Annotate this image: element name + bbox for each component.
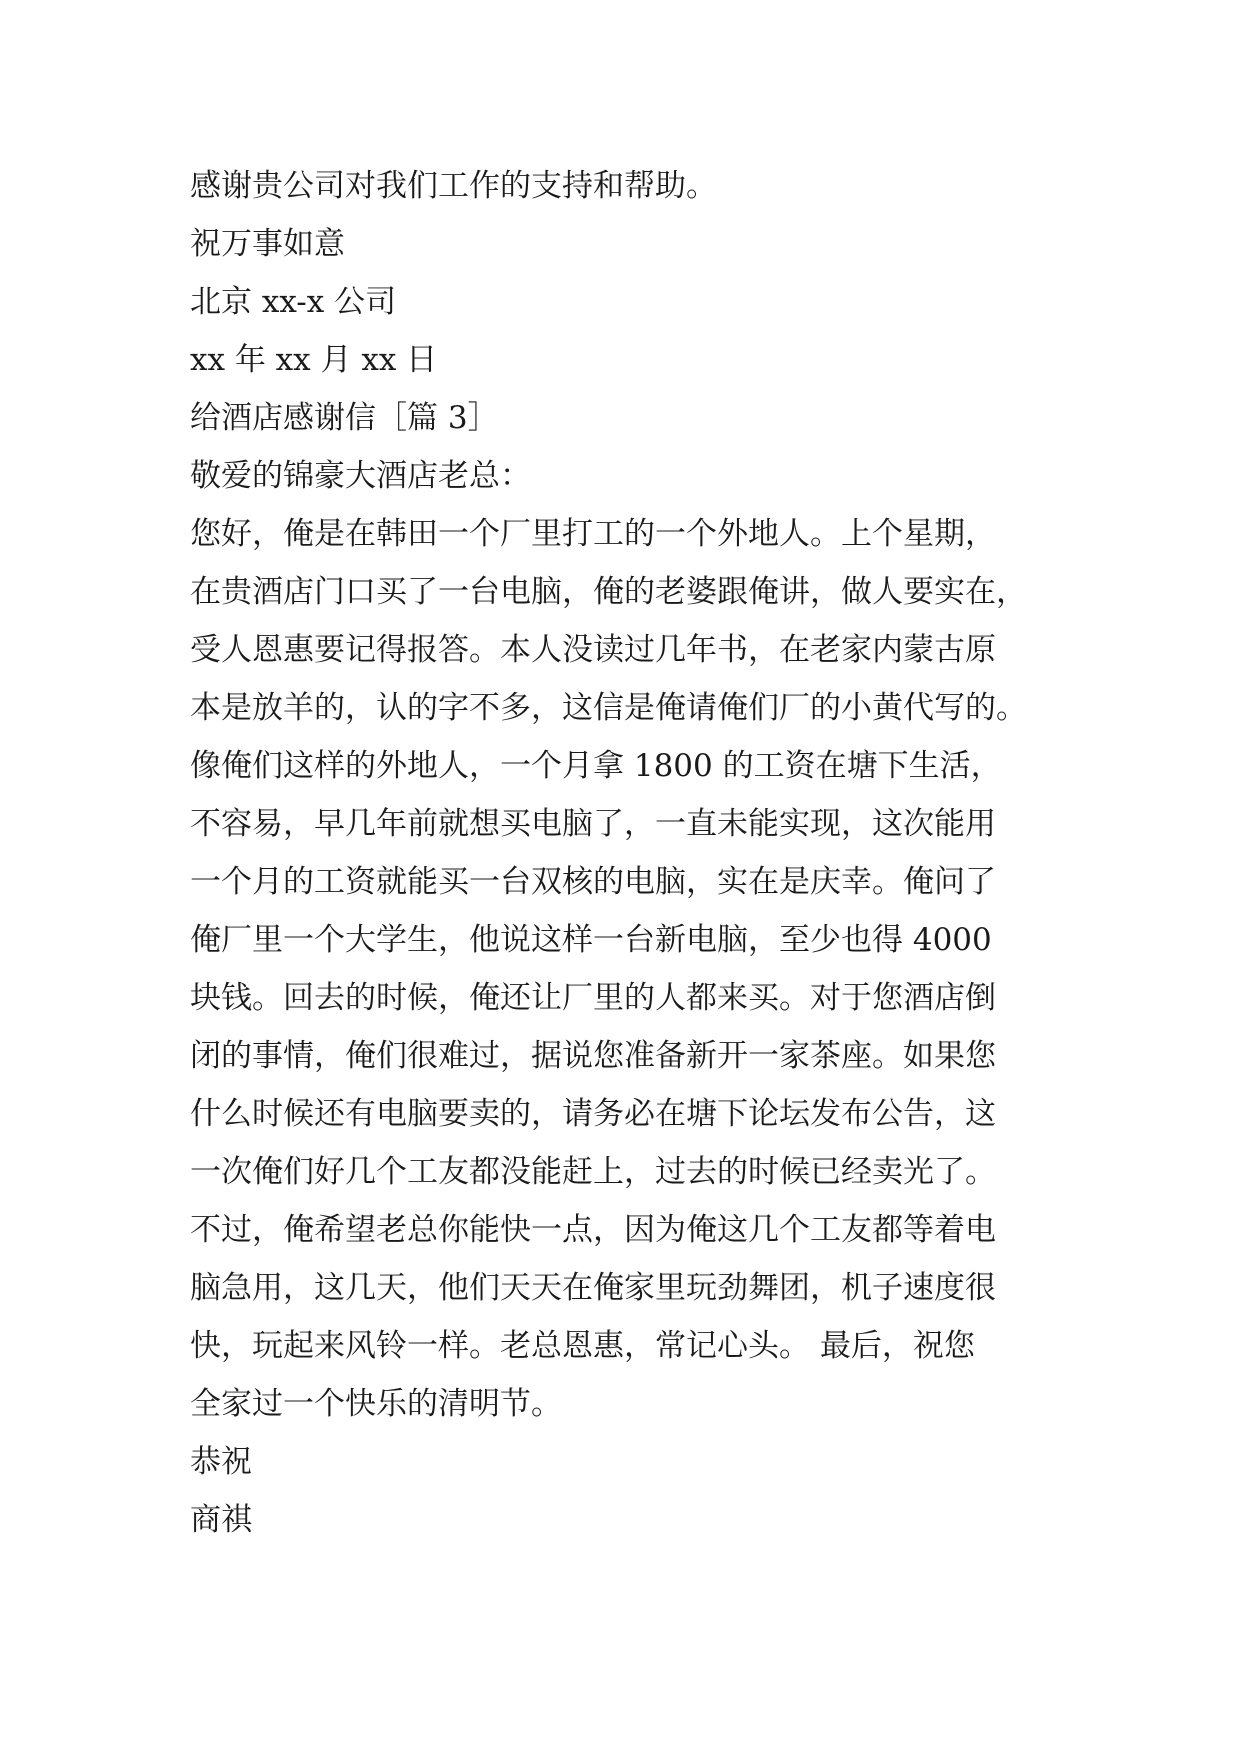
letter-heading	[190, 389, 1070, 505]
text-line: 北京 xx-x 公司	[190, 284, 397, 320]
text-line: 全家过一个快乐的清明节。	[190, 1386, 562, 1422]
text-line: 快，玩起来风铃一样。老总恩惠，常记心头。 最后，祝您	[190, 1328, 975, 1364]
text-line: 受人恩惠要记得报答。本人没读过几年书，在老家内蒙古原	[190, 632, 996, 668]
text-line: 一次俺们好几个工友都没能赶上，过去的时候已经卖光了。	[190, 1154, 996, 1190]
closing-greeting: 恭祝	[190, 1444, 252, 1480]
previous-letter-ending	[190, 157, 1070, 389]
text-line: 俺厂里一个大学生，他说这样一台新电脑，至少也得 4000	[190, 922, 992, 958]
text-line: xx 年 xx 月 xx 日	[190, 342, 438, 378]
text-line: 像俺们这样的外地人，一个月拿 1800 的工资在塘下生活，	[190, 748, 1002, 784]
text-line: 祝万事如意	[190, 226, 345, 262]
closing-wish: 商祺	[190, 1502, 252, 1538]
text-line: 您好，俺是在韩田一个厂里打工的一个外地人。上个星期，	[190, 516, 996, 552]
salutation: 敬爱的锦豪大酒店老总：	[190, 458, 531, 494]
text-line: 块钱。回去的时候，俺还让厂里的人都来买。对于您酒店倒	[190, 980, 996, 1016]
text-line: 一个月的工资就能买一台双核的电脑，实在是庆幸。俺问了	[190, 864, 996, 900]
text-line: 本是放羊的，认的字不多，这信是俺请俺们厂的小黄代写的。	[190, 690, 1027, 726]
section-title: 给酒店感谢信［篇 3］	[190, 400, 499, 436]
letter-body	[190, 505, 1070, 1433]
text-line: 不过，俺希望老总你能快一点，因为俺这几个工友都等着电	[190, 1212, 996, 1248]
text-line: 感谢贵公司对我们工作的支持和帮助。	[190, 168, 717, 204]
letter-content	[190, 157, 1070, 1549]
letter-closing	[190, 1433, 1070, 1549]
text-line: 在贵酒店门口买了一台电脑，俺的老婆跟俺讲，做人要实在，	[190, 574, 1027, 610]
text-line: 闭的事情，俺们很难过，据说您准备新开一家茶座。如果您	[190, 1038, 996, 1074]
text-line: 什么时候还有电脑要卖的，请务必在塘下论坛发布公告，这	[190, 1096, 996, 1132]
text-line: 不容易，早几年前就想买电脑了，一直未能实现，这次能用	[190, 806, 996, 842]
text-line: 脑急用，这几天，他们天天在俺家里玩劲舞团，机子速度很	[190, 1270, 996, 1306]
